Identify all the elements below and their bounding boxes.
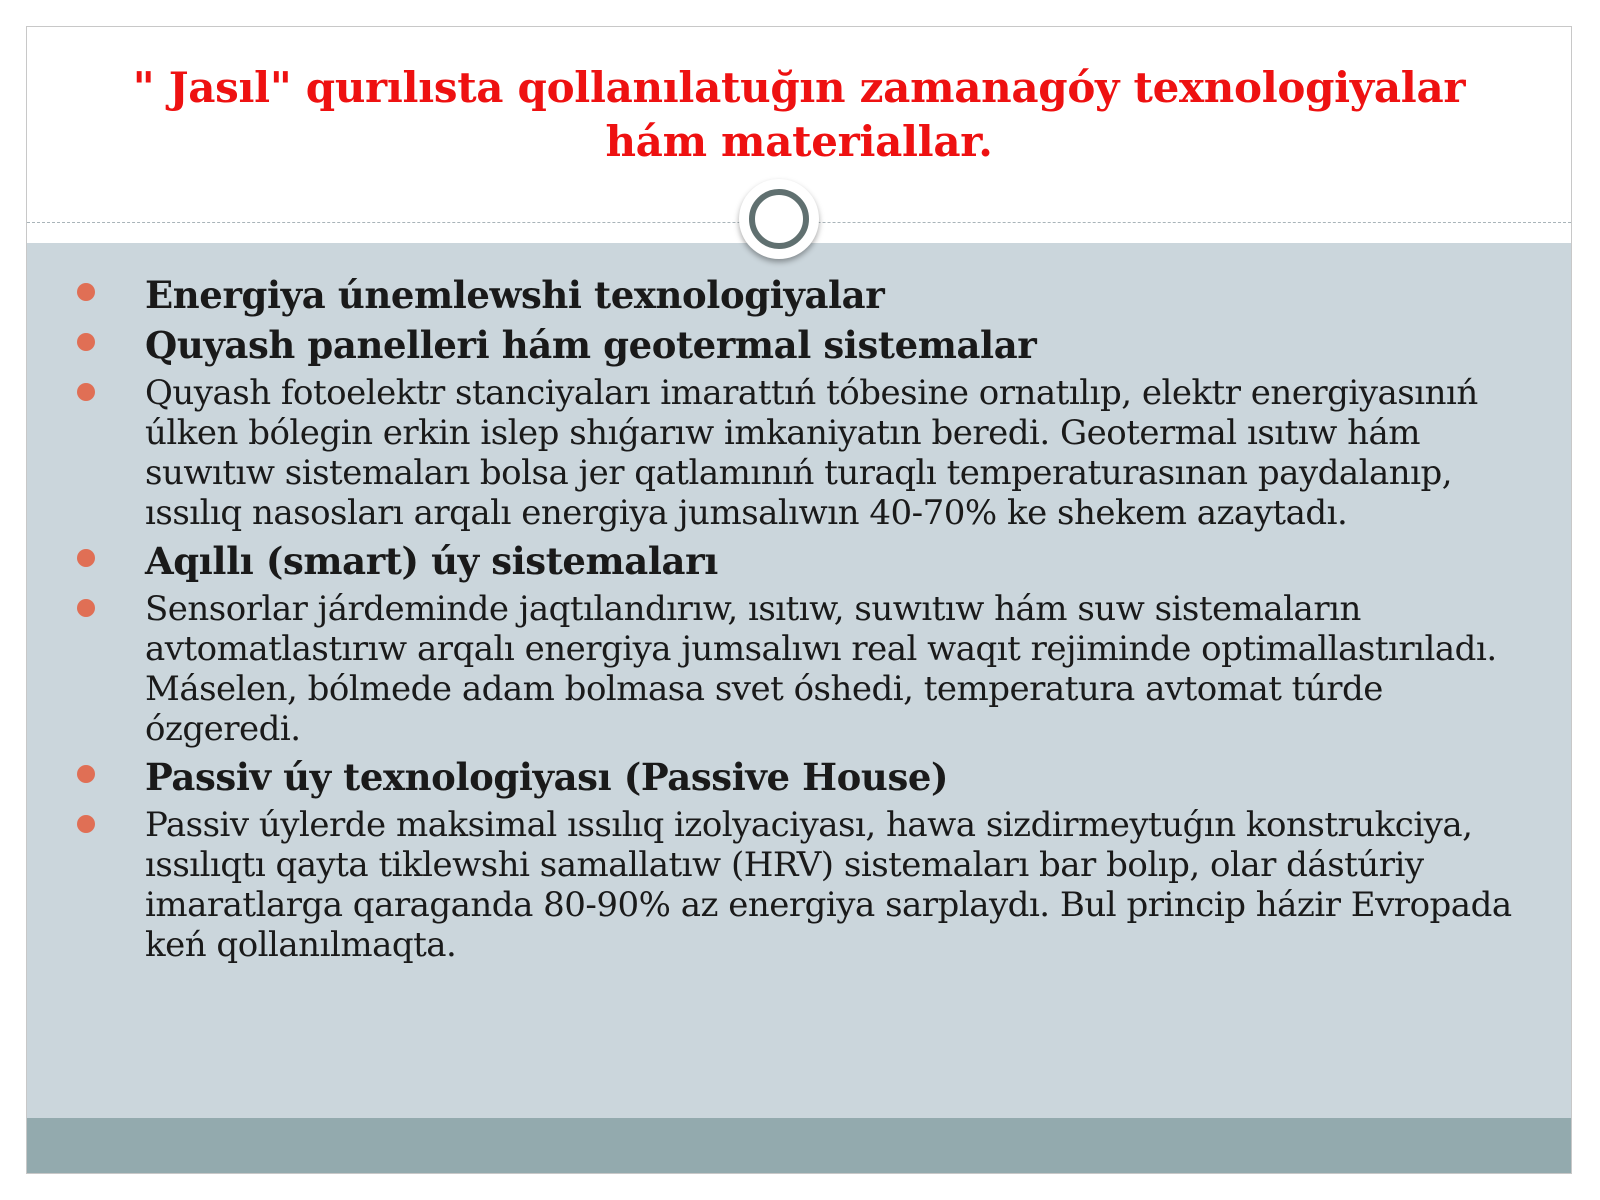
bullet-dot-icon — [77, 283, 95, 301]
bullet-text: Passiv úylerde maksimal ıssılıq izolyaciyası, hawa sizdirmeytuǵın konstrukciya, ıssılıqtı qayta tiklewshi samallatıw (HRV) sistemaları bar bolıp, olar dástúriy imaratlarga qaraganda 80-90% az energiya sarplaydı. Bul princip házir Evropada keń qollanılmaqta. — [145, 805, 1512, 965]
bullet-text: Quyash fotoelektr stanciyaları imarattıń tóbesine ornatılıp, elektr energiyasınıń úlken bólegin erkin islep shıǵarıw imkaniyatın beredi. Geotermal ısıtıw hám suwıtıw sistemaları bolsa jer qatlamınıń turaqlı temperaturasınan paydalanıp, ıssılıq nasosları arqalı energiya jumsalıwın 40-70% ke shekem azaytadı. — [145, 373, 1478, 533]
bullet-list — [77, 273, 1541, 971]
slide — [26, 26, 1572, 1174]
bullet-item — [77, 373, 1541, 533]
bullet-dot-icon — [77, 599, 95, 617]
bullet-text: Aqıllı (smart) úy sistemaları — [145, 539, 718, 583]
bullet-item — [77, 805, 1541, 965]
bullet-dot-icon — [77, 815, 95, 833]
bullet-item — [77, 323, 1541, 367]
footer-band — [27, 1118, 1571, 1174]
bullet-text: Quyash panelleri hám geotermal sistemalar — [145, 323, 1037, 367]
bullet-item — [77, 589, 1541, 749]
bullet-item — [77, 755, 1541, 799]
bullet-dot-icon — [77, 765, 95, 783]
bullet-text: Energiya únemlewshi texnologiyalar — [145, 273, 885, 317]
bullet-dot-icon — [77, 333, 95, 351]
bullet-text: Sensorlar járdeminde jaqtılandırıw, ısıtıw, suwıtıw hám suw sistemaların avtomatlastırıw arqalı energiya jumsalıwı real waqıt rejiminde optimallastırıladı. Máselen, bólmede adam bolmasa svet óshedi, temperatura avtomat túrde ózgeredi. — [145, 589, 1497, 749]
ring-ornament-icon — [739, 179, 819, 259]
slide-title: " Jasıl" qurılısta qollanılatuğın zamanagóy texnologiyalar hám materiallar. — [132, 63, 1466, 166]
bullet-dot-icon — [77, 549, 95, 567]
bullet-item — [77, 273, 1541, 317]
bullet-text: Passiv úy texnologiyası (Passive House) — [145, 755, 949, 799]
bullet-item — [77, 539, 1541, 583]
bullet-dot-icon — [77, 383, 95, 401]
